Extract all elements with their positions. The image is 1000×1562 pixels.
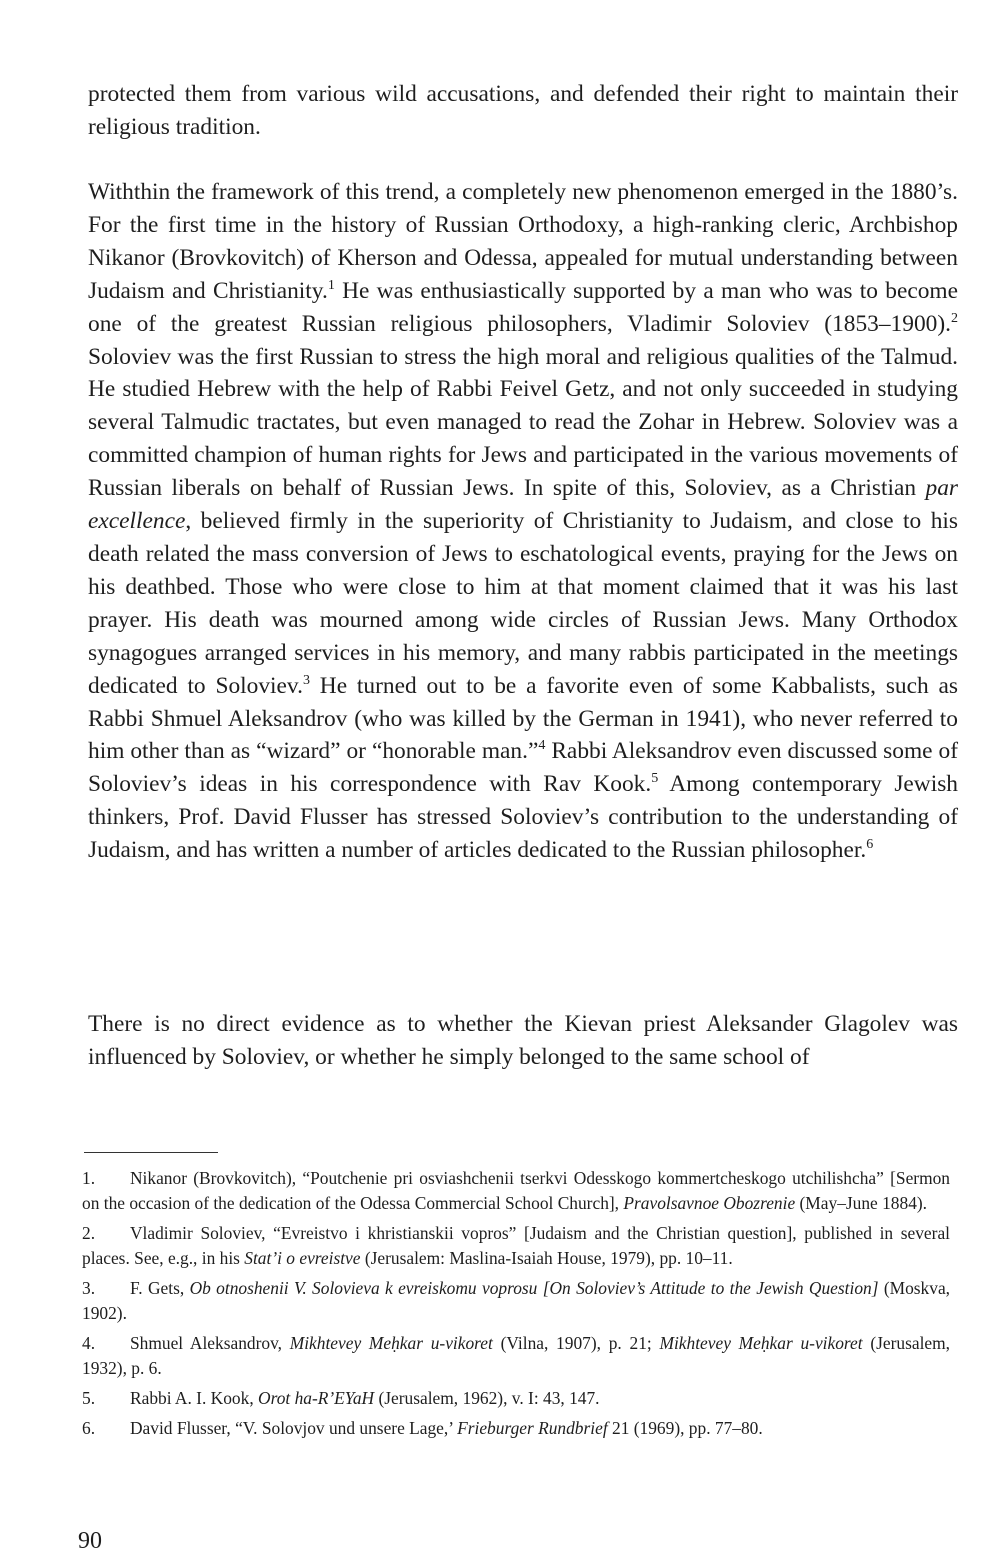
footnote-number: 3. xyxy=(82,1278,96,1298)
footnote-ref: 3 xyxy=(302,671,310,688)
footnote xyxy=(82,1166,950,1216)
page-number: 90 xyxy=(78,1528,102,1554)
italic-text: Orot ha-R’EYaH xyxy=(258,1388,375,1408)
text-run: 21 (1969), pp. 77–80. xyxy=(607,1418,763,1438)
text-run: Nikanor (Brovkovitch), “Poutchenie pri osviashchenii tserkvi Odesskogo kommertcheskogo utchilishcha” [Sermon on the occasion of the dedication of the Odessa Commercial School Church], xyxy=(82,1168,950,1213)
italic-text: Mikhtevey Meḥkar u-vikoret xyxy=(289,1333,493,1353)
text-run: David Flusser, “V. Solovjov und unsere Lage,’ xyxy=(130,1418,458,1438)
paragraph-1: protected them from various wild accusations, and defended their right to maintain their religious tradition. xyxy=(88,81,958,140)
text-run: , believed firmly in the superiority of Christianity to Judaism, and close to his death related the mass conversion of Jews to eschatological events, praying for the Jews on his deathbed. Those who were close to him at that moment claimed that it was his last prayer. His death was mourned among wide circles of Russian Jews. Many Orthodox synagogues arranged services in his memory, and many rabbis participated in the meetings dedicated to Soloviev. xyxy=(88,508,958,699)
text-run: He was enthusiastically supported by a man who was to become one of the greatest Russian religious philosophers, Vladimir Soloviev (1853–1900). xyxy=(88,277,959,337)
italic-text: Pravolsavnoe Obozrenie xyxy=(623,1193,796,1213)
italic-text: par excellence xyxy=(88,475,958,535)
italic-text: Ob otnoshenii V. Solovieva k evreiskomu voprosu [On Soloviev’s Attitude to the Jewish Question] xyxy=(189,1278,879,1298)
footnote-separator xyxy=(84,1152,218,1153)
footnote-ref: 1 xyxy=(327,276,335,293)
text-run: Withthin the framework of this trend, a completely new phenomenon emerged in the 1880’s. For the first time in the history of Russian Orthodoxy, a high-ranking cleric, Archbishop Nikanor (Brovkovitch) of Kherson and Odessa, appealed for mutual understanding between Judaism and Christianity. xyxy=(88,179,958,304)
footnote xyxy=(82,1331,950,1381)
text-run: (May–June 1884). xyxy=(795,1193,928,1213)
footnote-ref: 6 xyxy=(866,836,874,852)
text-run: F. Gets, xyxy=(130,1278,190,1298)
footnote-ref: 2 xyxy=(950,309,958,326)
text-run: Rabbi A. I. Kook, xyxy=(130,1388,259,1408)
paragraph-3: There is no direct evidence as to whether the Kievan priest Aleksander Glagolev was influenced by Soloviev, or whether he simply belonged to the same school of xyxy=(88,1011,958,1070)
text-run: Rabbi Aleksandrov even discussed some of Soloviev’s ideas in his correspondence with Rav Kook. xyxy=(88,738,958,798)
text-run: He turned out to be a favorite even of some Kabbalists, such as Rabbi Shmuel Aleksandrov (who was killed by the German in 1941), who never referred to him other than as “wizard” or “honorable man.” xyxy=(88,672,959,765)
footnote xyxy=(82,1416,950,1441)
text-run: Among contemporary Jewish thinkers, Prof. David Flusser has stressed Soloviev’s contribution to the understanding of Judaism, and has written a number of articles dedicated to the Russian philosopher. xyxy=(88,771,958,864)
text-run: (Vilna, 1907), p. 21; xyxy=(492,1333,660,1353)
text-run: (Moskva, 1902). xyxy=(82,1278,951,1323)
footnote xyxy=(82,1386,950,1411)
footnote-ref: 4 xyxy=(538,737,546,754)
footnote-number: 1. xyxy=(82,1168,96,1188)
text-run: (Jerusalem, 1962), v. I: 43, 147. xyxy=(374,1388,600,1408)
footnote-ref: 5 xyxy=(651,770,659,787)
paragraph-2 xyxy=(88,176,958,867)
italic-text: Frieburger Rundbrief xyxy=(457,1418,608,1438)
text-run: (Jerusalem: Maslina-Isaiah House, 1979), pp. 10–11. xyxy=(360,1248,733,1268)
footnote-number: 4. xyxy=(82,1333,96,1353)
footnote-number: 2. xyxy=(82,1223,96,1243)
footnote-number: 6. xyxy=(82,1418,96,1438)
italic-text: Mikhtevey Meḥkar u-vikoret xyxy=(659,1333,863,1353)
footnote-number: 5. xyxy=(82,1388,96,1408)
text-run: Vladimir Soloviev, “Evreistvo i khristianskii vopros” [Judaism and the Christian question], published in several places. See, e.g., in his xyxy=(82,1223,950,1268)
text-run: Shmuel Aleksandrov, xyxy=(130,1333,290,1353)
text-run: (Jerusalem, 1932), p. 6. xyxy=(82,1333,951,1378)
footnote xyxy=(82,1221,950,1271)
text-run: Soloviev was the first Russian to stress the high moral and religious qualities of the Talmud. He studied Hebrew with the help of Rabbi Feivel Getz, and not only succeeded in studying several Talmudic tractates, but even managed to read the Zohar in Hebrew. Soloviev was a committed champion of human rights for Jews and participated in the various movements of Russian liberals on behalf of Russian Jews. In spite of this, Soloviev, as a Christian xyxy=(88,343,958,502)
footnote xyxy=(82,1276,950,1326)
italic-text: Stat’i o evreistve xyxy=(244,1248,361,1268)
footnotes xyxy=(82,1166,950,1446)
